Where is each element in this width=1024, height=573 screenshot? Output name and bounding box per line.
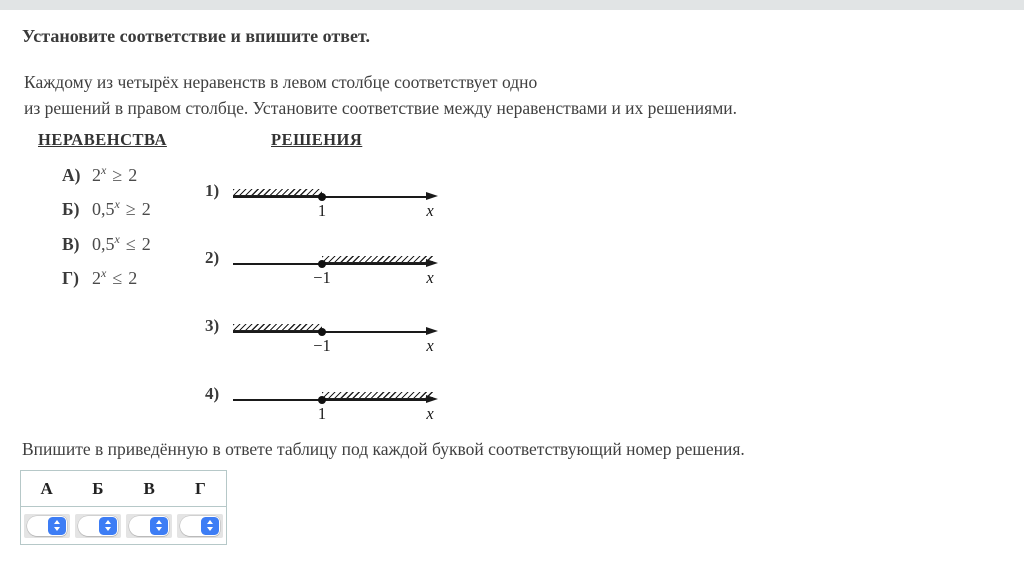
answer-instruction: Впишите в приведённую в ответе таблицу под каждой буквой соответствующий номер решения. bbox=[22, 439, 745, 459]
point-label: −1 bbox=[313, 336, 331, 355]
axis-variable-label: x bbox=[426, 404, 434, 423]
solutions-column-header: РЕШЕНИЯ bbox=[271, 130, 363, 149]
axis-variable-label: x bbox=[426, 201, 434, 220]
axis-arrow-icon bbox=[426, 192, 438, 200]
inequality-expression: $2^x \ge 2$ bbox=[92, 163, 138, 185]
select-tray bbox=[177, 514, 223, 538]
axis-line bbox=[233, 399, 431, 401]
closed-point-marker bbox=[318, 193, 326, 201]
answer-cell-g bbox=[175, 514, 226, 538]
answer-header-a: А bbox=[40, 478, 53, 498]
inequality-expression: $0,5^x \ge 2$ bbox=[92, 197, 151, 219]
answer-cell-a bbox=[21, 514, 72, 538]
select-stepper-icon bbox=[48, 517, 66, 535]
axis-line bbox=[233, 331, 431, 333]
point-label: −1 bbox=[313, 268, 331, 287]
inequality-item-a bbox=[62, 163, 137, 185]
page-title: Установите соответствие и впишите ответ. bbox=[22, 26, 370, 46]
inequality-item-v bbox=[62, 232, 151, 254]
axis-arrow-icon bbox=[426, 327, 438, 335]
answer-table-header-row bbox=[21, 471, 226, 507]
inequality-expression: $0,5^x \le 2$ bbox=[92, 232, 151, 254]
solution-number: 4) bbox=[205, 384, 220, 403]
answer-table bbox=[20, 470, 227, 545]
answer-select-b[interactable] bbox=[78, 516, 118, 536]
number-line-3 bbox=[205, 316, 450, 358]
inequality-item-g bbox=[62, 266, 137, 288]
inequality-letter: Г) bbox=[62, 268, 79, 288]
answer-table-input-row bbox=[21, 507, 226, 544]
axis-variable-label: x bbox=[426, 336, 434, 355]
answer-header-v: В bbox=[143, 478, 155, 498]
select-tray bbox=[24, 514, 70, 538]
select-tray bbox=[126, 514, 172, 538]
number-line-4 bbox=[205, 384, 450, 426]
inequality-item-b bbox=[62, 197, 151, 219]
answer-select-a[interactable] bbox=[27, 516, 67, 536]
solution-number: 3) bbox=[205, 316, 220, 335]
axis-line bbox=[233, 196, 431, 198]
top-divider-bar bbox=[0, 0, 1024, 10]
answer-cell-v bbox=[124, 514, 175, 538]
axis-arrow-icon bbox=[426, 259, 438, 267]
inequality-letter: А) bbox=[62, 165, 81, 185]
axis-arrow-icon bbox=[426, 395, 438, 403]
select-tray bbox=[75, 514, 121, 538]
number-line-1 bbox=[205, 181, 450, 223]
solution-number: 2) bbox=[205, 248, 220, 267]
task-description bbox=[24, 70, 737, 121]
shaded-region bbox=[233, 324, 322, 331]
answer-select-v[interactable] bbox=[129, 516, 169, 536]
shaded-region bbox=[322, 256, 433, 263]
select-stepper-icon bbox=[201, 517, 219, 535]
answer-header-g: Г bbox=[194, 478, 206, 498]
inequality-letter: Б) bbox=[62, 199, 80, 219]
select-stepper-icon bbox=[99, 517, 117, 535]
axis-line bbox=[233, 263, 431, 265]
task-description-line1: Каждому из четырёх неравенств в левом столбце соответствует одно bbox=[24, 72, 538, 92]
number-line-2 bbox=[205, 248, 450, 290]
answer-cell-b bbox=[72, 514, 123, 538]
inequality-expression: $2^x \le 2$ bbox=[92, 266, 138, 288]
task-description-line2: из решений в правом столбце. Установите соответствие между неравенствами и их решениями. bbox=[24, 97, 738, 118]
shaded-region bbox=[233, 189, 322, 196]
inequalities-column-header: НЕРАВЕНСТВА bbox=[38, 130, 167, 149]
closed-point-marker bbox=[318, 328, 326, 336]
answer-select-g[interactable] bbox=[180, 516, 220, 536]
shaded-region bbox=[322, 392, 433, 399]
solution-number: 1) bbox=[205, 181, 220, 200]
select-stepper-icon bbox=[150, 517, 168, 535]
inequality-letter: В) bbox=[62, 234, 80, 254]
point-label: 1 bbox=[317, 404, 327, 423]
closed-point-marker bbox=[318, 260, 326, 268]
axis-variable-label: x bbox=[426, 268, 434, 287]
closed-point-marker bbox=[318, 396, 326, 404]
answer-header-b: Б bbox=[92, 478, 104, 498]
point-label: 1 bbox=[317, 201, 327, 220]
